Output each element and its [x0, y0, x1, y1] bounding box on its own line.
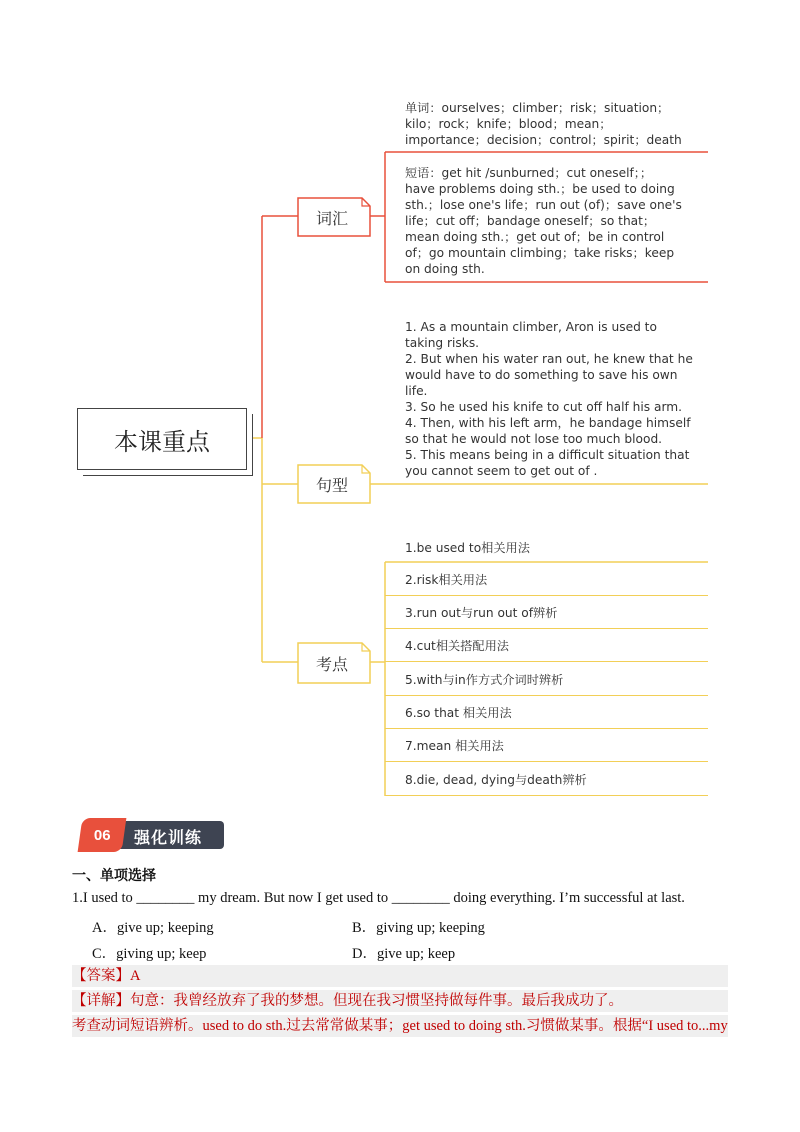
question-text: 1.I used to ________ my dream. But now I get used to ________ doing everything. I’m successful at last.	[72, 890, 685, 906]
points-item: 8.die, dead, dying与death辨析	[385, 763, 708, 796]
mindmap-root	[77, 408, 247, 470]
vocab-phrases-line: 短语：get hit /sunburned；cut oneself；；	[405, 166, 653, 180]
points-item: 6.so that 相关用法	[385, 696, 708, 729]
vocab-phrases-block	[405, 165, 705, 277]
option-b: B．giving up; keeping	[352, 920, 485, 936]
detail-line: 【详解】句意：我曾经放弃了我的梦想。但现在我习惯坚持做每件事。最后我成功了。	[72, 990, 728, 1012]
option-c: C．giving up; keep	[92, 946, 207, 962]
sentence-line: 1. As a mountain climber, Aron is used to	[405, 320, 657, 334]
vocab-phrases-line: of；go mountain climbing；take risks；keep	[405, 246, 675, 260]
sentence-line: life.	[405, 384, 428, 398]
vocab-words-line: 单词：ourselves；climber；risk；situation；	[405, 101, 670, 115]
points-item-first: 1.be used to相关用法	[405, 541, 530, 555]
section-number: 06	[93, 826, 111, 844]
points-item: 7.mean 相关用法	[385, 729, 708, 762]
part-title: 一、单项选择	[72, 868, 156, 884]
points-item: 5.with与in作方式介词时辨析	[385, 663, 708, 696]
sentence-line: you cannot seem to get out of .	[405, 464, 598, 478]
sentence-line: 5. This means being in a difficult situation that	[405, 448, 690, 462]
answer-line: 【答案】A	[72, 965, 728, 987]
sentence-node-label: 句型	[303, 470, 361, 498]
sentence-line: 4. Then, with his left arm，he bandage himself	[405, 416, 691, 430]
sentence-line: so that he would not lose too much blood.	[405, 432, 663, 446]
sentence-line: 2. But when his water ran out, he knew that he	[405, 352, 693, 366]
vocab-words-line: kilo；rock；knife；blood；mean；	[405, 117, 612, 131]
points-item: 4.cut相关搭配用法	[385, 629, 708, 662]
vocab-phrases-line: on doing sth.	[405, 262, 485, 276]
option-a: A．give up; keeping	[92, 920, 214, 936]
vocab-node-label: 词汇	[303, 203, 361, 231]
points-item: 2.risk相关用法	[385, 563, 708, 596]
sentence-block	[405, 319, 705, 479]
sentence-line: 3. So he used his knife to cut off half his arm.	[405, 400, 683, 414]
points-node-label: 考点	[303, 649, 361, 677]
section-title: 强化训练	[134, 828, 203, 847]
vocab-words-block	[405, 100, 705, 148]
vocab-phrases-line: have problems doing sth.；be used to doing	[405, 182, 675, 196]
vocab-words-line: importance；decision；control；spirit；death	[405, 133, 682, 147]
sentence-line: would have to do something to save his own	[405, 368, 678, 382]
mindmap-root-label: 本课重点	[114, 427, 210, 456]
vocab-phrases-line: life；cut off；bandage oneself；so that；	[405, 214, 656, 228]
points-item: 3.run out与run out of辨析	[385, 596, 708, 629]
sentence-line: taking risks.	[405, 336, 480, 350]
analysis-line: 考查动词短语辨析。used to do sth.过去常常做某事；get used to doing sth.习惯做某事。根据“I used to...my	[72, 1015, 728, 1037]
option-d: D．give up; keep	[352, 946, 456, 962]
vocab-phrases-line: mean doing sth.；get out of；be in control	[405, 230, 665, 244]
section-banner	[80, 818, 224, 852]
vocab-phrases-line: sth.；lose one's life；run out (of)；save one's	[405, 198, 682, 212]
section-number-badge	[78, 818, 127, 852]
